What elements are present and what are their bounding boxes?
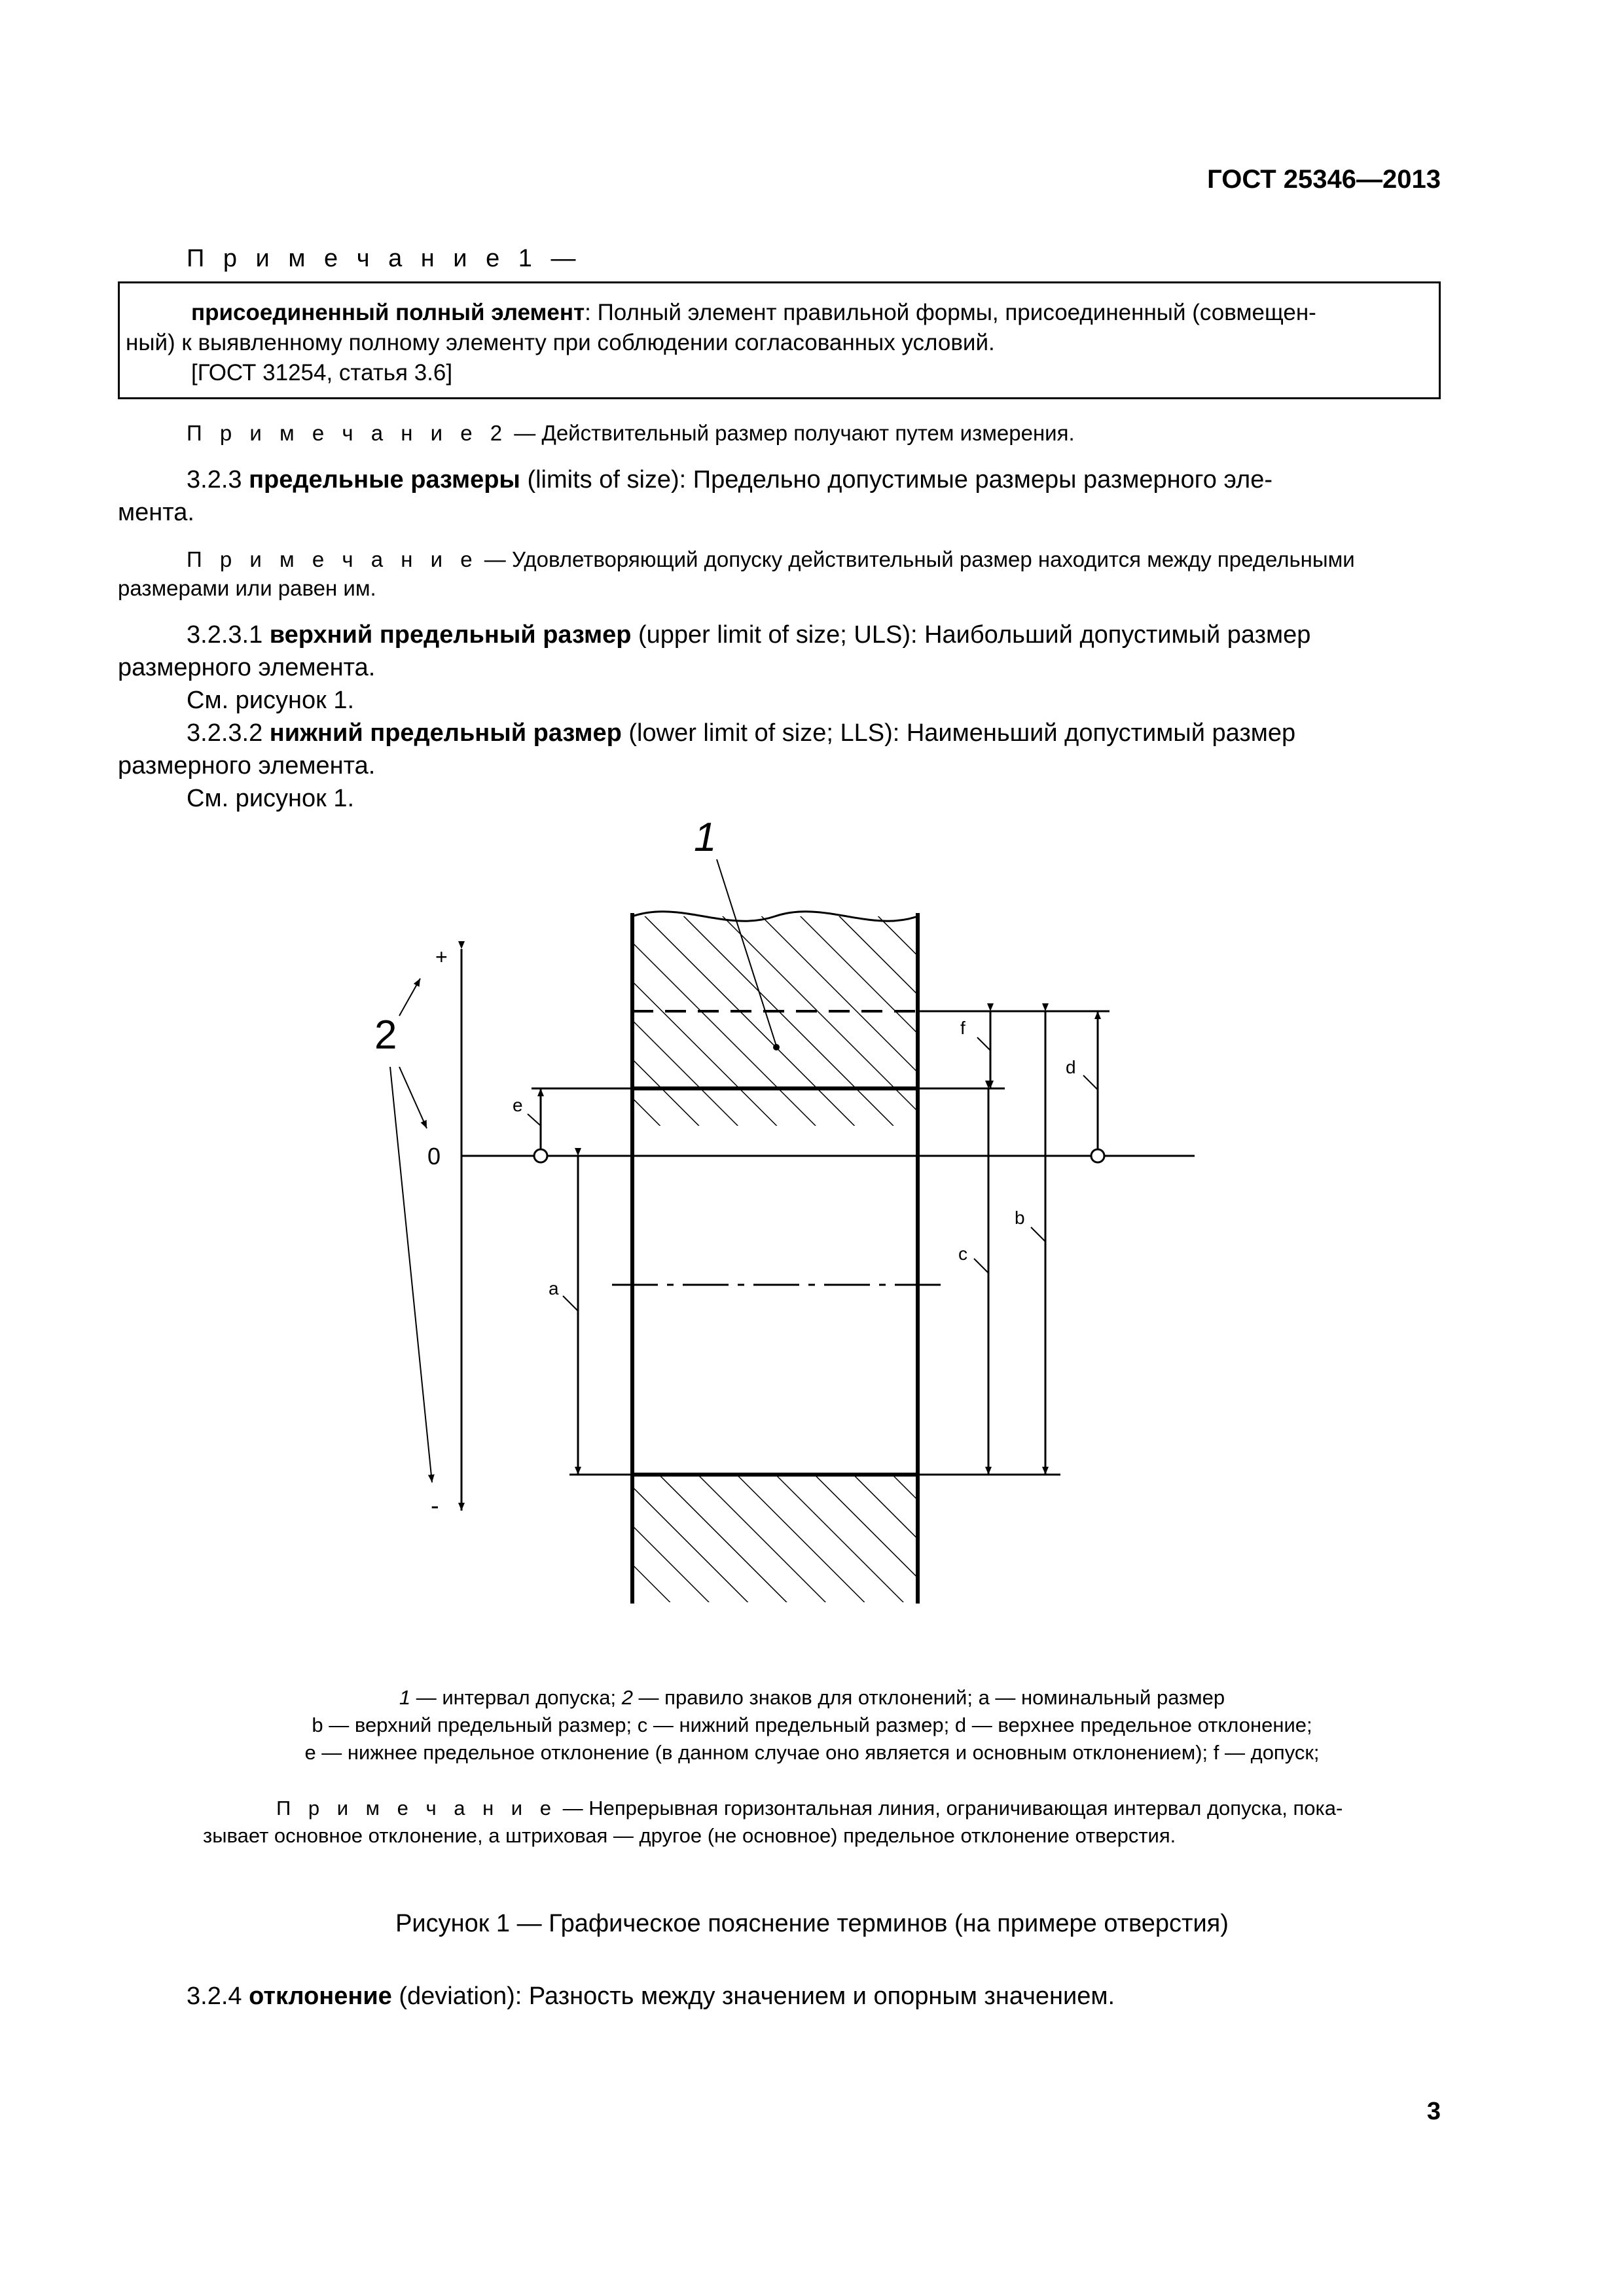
label-b: b: [1015, 1208, 1025, 1228]
section-3-2-3-1-line2: размерного элемента.: [118, 654, 376, 681]
section-3-2-3-2-line2: размерного элемента.: [118, 752, 376, 780]
section-3-2-3-text: (limits of size): Предельно допустимые размеры размерного эле-: [520, 466, 1272, 493]
legend-line2: b — верхний предельный размер; c — нижний предельный размер; d — верхнее предельное отклонение;: [312, 1713, 1312, 1736]
section-3-2-4-text: (deviation): Разность между значением и опорным значением.: [391, 1982, 1115, 2010]
legend-line3: e — нижнее предельное отклонение (в данном случае оно является и основным отклонением); f — допуск;: [304, 1741, 1320, 1764]
legend-2: 2: [621, 1686, 633, 1709]
note3-label: П р и м е ч а н и е: [187, 547, 478, 571]
figure-note-line2: зывает основное отклонение, а штриховая — другое (не основное) предельное отклонение отверстия.: [203, 1824, 1176, 1847]
section-3-2-4-number: 3.2.4: [187, 1982, 249, 2010]
definition-line2: ный) к выявленному полному элементу при соблюдении согласованных условий.: [126, 330, 995, 355]
section-3-2-3-1-term: верхний предельный размер: [269, 621, 632, 649]
section-3-2-3-1-see: См. рисунок 1.: [187, 687, 355, 714]
figure-title: Рисунок 1 — Графическое пояснение терминов (на примере отверстия): [395, 1910, 1229, 1937]
label-2: 2: [374, 1013, 397, 1058]
page-number: 3: [1426, 2098, 1441, 2125]
figure-note-label: П р и м е ч а н и е: [276, 1797, 557, 1820]
section-3-2-3-2-text: (lower limit of size; LLS): Наименьший допустимый размер: [621, 719, 1296, 747]
section-3-2-4: [187, 1980, 1115, 2013]
section-3-2-3-2-term: нижний предельный размер: [269, 719, 622, 747]
legend-1: 1: [399, 1686, 411, 1709]
document-id: ГОСТ 25346—2013: [1207, 165, 1441, 194]
section-3-2-3-1-text: (upper limit of size; ULS): Наибольший допустимый размер: [631, 621, 1311, 649]
plus-label: +: [435, 945, 448, 969]
note2-label: П р и м е ч а н и е 2: [187, 421, 509, 445]
section-3-2-3-line2: мента.: [118, 499, 194, 526]
label-d: d: [1066, 1057, 1076, 1077]
legend-line1: 1 — интервал допуска; 2 — правило знаков для отклонений; a — номинальный размер: [399, 1686, 1225, 1709]
label-1: 1: [694, 815, 717, 860]
section-3-2-3-2-number: 3.2.3.2: [187, 719, 270, 747]
definition-reference: [ГОСТ 31254, статья 3.6]: [191, 360, 453, 386]
note3-text: — Удовлетворяющий допуску действительный размер находится между предельными: [478, 547, 1355, 571]
section-3-2-3-term: предельные размеры: [249, 466, 520, 493]
section-3-2-3-number: 3.2.3: [187, 466, 249, 493]
note3-line2: размерами или равен им.: [118, 576, 376, 600]
label-f: f: [960, 1018, 965, 1038]
part-walls: [632, 912, 918, 1604]
label-c: c: [958, 1244, 967, 1264]
section-3-2-3-2-see: См. рисунок 1.: [187, 785, 355, 812]
zero-label: 0: [427, 1143, 441, 1170]
note2-text: — Действительный размер получают путем измерения.: [508, 421, 1075, 445]
definition-text-1: : Полный элемент правильной формы, присоединенный (совмещен-: [585, 300, 1316, 325]
definition-term: присоединенный полный элемент: [191, 300, 585, 325]
label-e: e: [513, 1095, 523, 1115]
minus-label: -: [431, 1492, 439, 1520]
note1-label: П р и м е ч а н и е 1 —: [187, 245, 582, 272]
section-3-2-4-term: отклонение: [249, 1982, 392, 2010]
section-3-2-3-1-number: 3.2.3.1: [187, 621, 270, 649]
label-a: a: [549, 1278, 559, 1299]
figure-note-line1: П р и м е ч а н и е — Непрерывная горизонтальная линия, ограничивающая интервал допуска, пока-: [276, 1797, 1343, 1820]
